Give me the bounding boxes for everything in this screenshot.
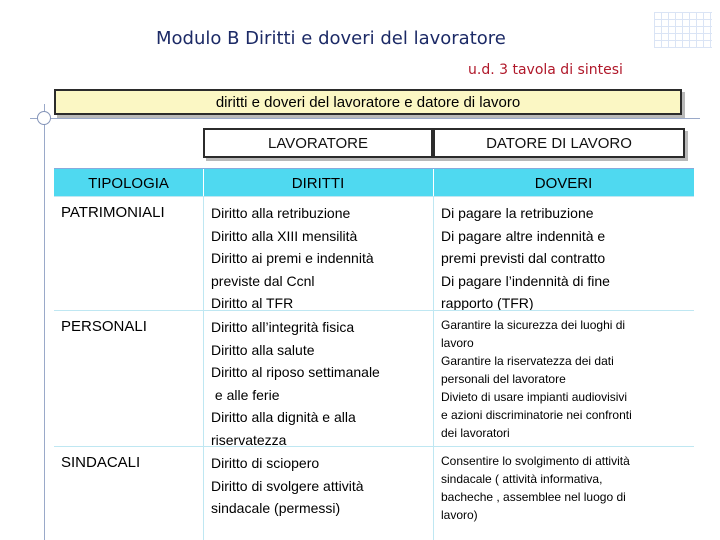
page-subtitle: u.d. 3 tavola di sintesi (468, 62, 623, 78)
table-row-sindacali (54, 446, 694, 540)
diritto-item: Diritto al riposo settimanale (211, 364, 380, 380)
diritto-item: Diritto alla XIII mensilità (211, 227, 358, 244)
dovere-item: Di pagare la retribuzione (441, 205, 594, 221)
dovere-item: premi previsti dal contratto (441, 250, 606, 266)
dovere-item: Di pagare l’indennità di fine (441, 272, 610, 289)
dovere-item: lavoro) (441, 508, 478, 522)
diritto-item: Diritto di svolgere attività (211, 477, 364, 494)
dovere-item: bacheche , assemblee nel luogo di (441, 490, 626, 504)
diritto-item: Diritto al TFR (211, 295, 294, 310)
dovere-item: rapporto (TFR) (441, 295, 534, 310)
diritto-item: Diritto alla retribuzione (211, 205, 351, 221)
table-row-personali (54, 310, 694, 446)
dovere-item: sindacale ( attività informativa, (441, 472, 603, 486)
table-header-tipologia: TIPOLOGIA (88, 174, 169, 192)
decorative-circle (37, 111, 51, 125)
table-header-doveri: DOVERI (534, 174, 593, 192)
diritti-cell (203, 446, 433, 540)
dovere-item: Consentire lo svolgimento di attività (441, 454, 630, 468)
dovere-item: Divieto di usare impianti audiovisivi (441, 390, 628, 404)
page-title: Modulo B Diritti e doveri del lavoratore (156, 28, 506, 49)
diritto-item: Diritto di sciopero (211, 455, 320, 471)
summary-table (54, 196, 694, 540)
summary-banner: diritti e doveri del lavoratore e datore di lavoro (54, 89, 682, 115)
decorative-vertical-line (44, 104, 45, 540)
doveri-cell (433, 310, 694, 446)
decorative-horizontal-line (30, 118, 700, 119)
doveri-cell (433, 446, 694, 540)
column-header-lavoratore: LAVORATORE (203, 128, 433, 158)
diritto-item: previste dal Ccnl (211, 272, 315, 289)
diritti-cell (203, 310, 433, 446)
diritto-item: e alle ferie (211, 386, 280, 403)
dovere-item: personali del lavoratore (441, 372, 566, 386)
doveri-cell (433, 196, 694, 310)
table-header-row (54, 168, 694, 197)
tipologia-cell: SINDACALI (61, 454, 141, 471)
table-row-patrimoniali (54, 196, 694, 310)
diritto-item: Diritto ai premi e indennità (211, 250, 374, 266)
dovere-item: Garantire la sicurezza dei luoghi di (441, 318, 626, 332)
diritto-item: Diritto alla dignità e alla (211, 409, 356, 425)
diritto-item: Diritto alla salute (211, 341, 315, 358)
tipologia-cell: PERSONALI (61, 318, 147, 335)
diritto-item: riservatezza (211, 431, 287, 446)
dovere-item: Di pagare altre indennità e (441, 227, 606, 244)
dovere-item: e azioni discriminatorie nei confronti (441, 408, 632, 422)
dovere-item: lavoro (441, 336, 474, 350)
dovere-item: Garantire la riservatezza dei dati (441, 354, 614, 368)
decorative-grid (654, 12, 712, 48)
diritti-cell (203, 196, 433, 310)
column-header-datore: DATORE DI LAVORO (433, 128, 685, 158)
tipologia-cell: PATRIMONIALI (61, 204, 165, 221)
table-header-diritti: DIRITTI (291, 174, 345, 192)
diritto-item: Diritto all’integrità fisica (211, 319, 355, 335)
dovere-item: dei lavoratori (441, 426, 510, 440)
diritto-item: sindacale (permessi) (211, 500, 341, 516)
